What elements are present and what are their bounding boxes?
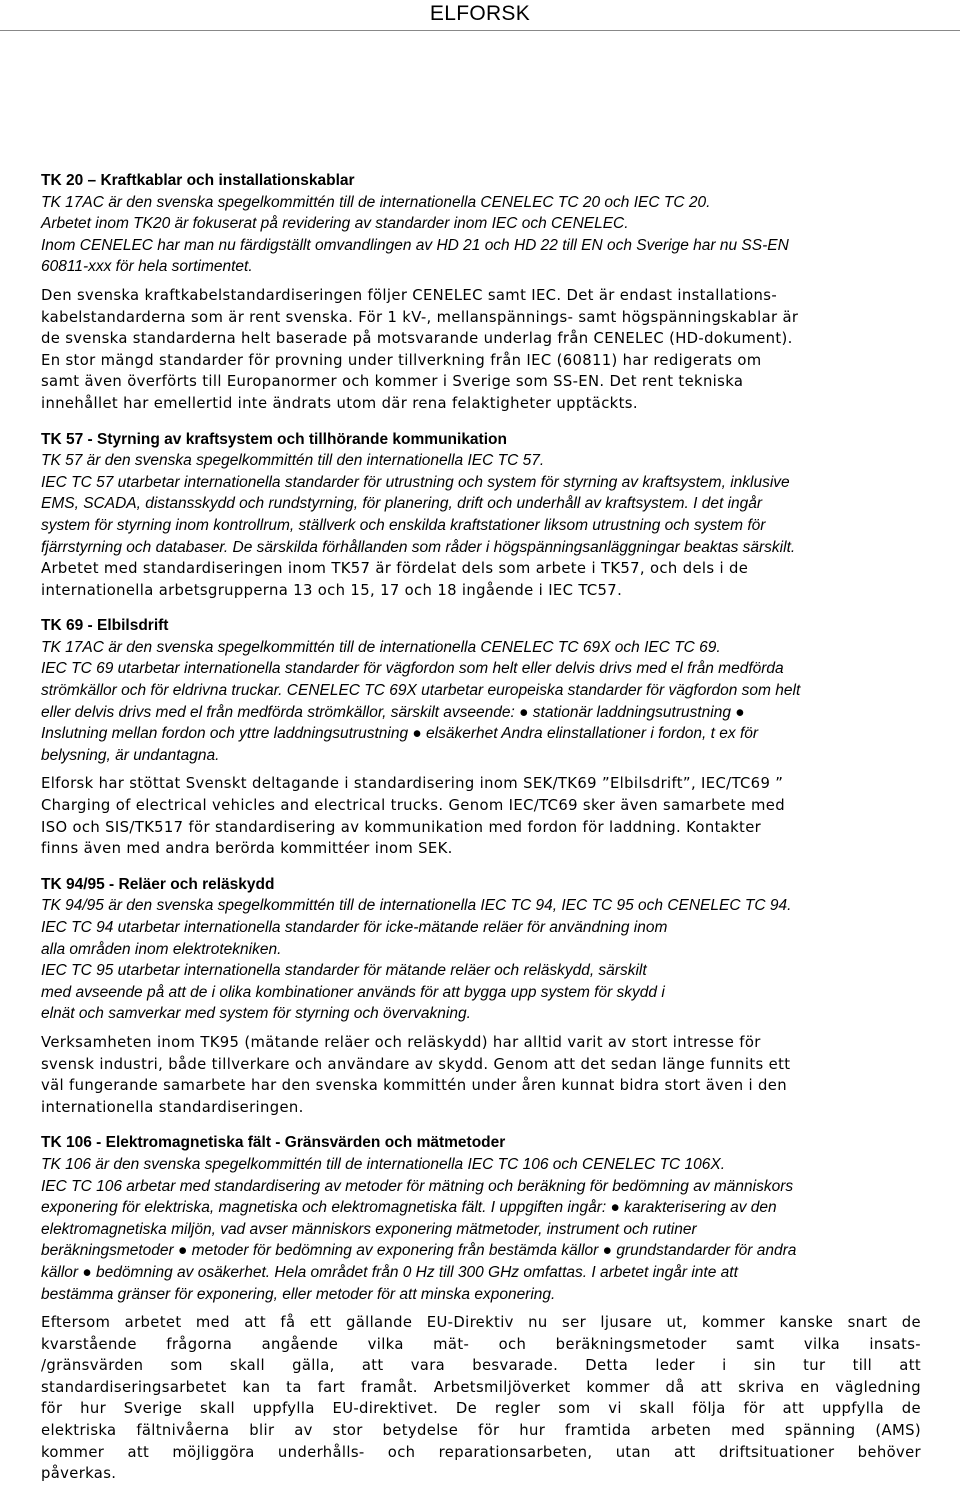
- section-heading: TK 57 - Styrning av kraftsystem och tillhörande kommunikation: [41, 430, 507, 448]
- section-heading: TK 20 – Kraftkablar och installationskablar: [41, 172, 355, 189]
- intro-line: elnät och samverkar med system för styrning och övervakning.: [41, 1005, 471, 1023]
- body-line: standardiseringsarbetet kan ta fart framåt. Arbetsmiljöverket kommer då att skriva en vägledning: [41, 1378, 921, 1396]
- intro-line: TK 57 är den svenska spegelkommittén till den internationella IEC TC 57.: [41, 452, 545, 470]
- body-line: kommer att möjliggöra underhålls- och reparationsarbeten, utan att driftsituationer behöver: [41, 1443, 921, 1461]
- header-title: ELFORSK: [429, 2, 531, 25]
- section-tk69: [41, 615, 921, 860]
- body-line: kvarstående frågorna angående vilka mät- och beräkningsmetoder samt vilka insats-: [41, 1335, 921, 1353]
- intro-line: källor ● bedömning av osäkerhet. Hela området från 0 Hz till 300 GHz omfattas. I arbetet ingår inte att: [41, 1263, 738, 1281]
- intro-line: elektromagnetiska miljön, vad avser människors exponering mätmetoder, instrument och rutiner: [41, 1220, 697, 1238]
- body-line: Charging of electrical vehicles and electrical trucks. Genom IEC/TC69 sker även samarbete med: [41, 797, 785, 815]
- section-heading: TK 69 - Elbilsdrift: [41, 617, 169, 635]
- body-line: samt även överförts till Europanormer och kommer i Sverige som SS-EN. Det rent tekniska: [41, 373, 744, 391]
- intro-line: IEC TC 95 utarbetar internationella standarder för mätande reläer och reläskydd, särskilt: [41, 962, 647, 980]
- intro-line: Inom CENELEC har man nu färdigställt omvandlingen av HD 21 och HD 22 till EN och Sverige har nu SS-EN: [41, 236, 789, 254]
- intro-line: fjärrstyrning och databaser. De särskilda förhållanden som råder i högspänningsanläggningar beaktas särskilt.: [41, 538, 796, 556]
- page-header: [0, 0, 960, 31]
- intro-line: TK 106 är den svenska spegelkommittén till de internationella IEC TC 106 och CENELEC TC 106X.: [41, 1155, 726, 1173]
- body-line: En stor mängd standarder för provning under tillverkning från IEC (60811) har redigerats om: [41, 351, 762, 369]
- body-line: ISO och SIS/TK517 för standardisering av kommunikation med fordon för laddning. Kontakter: [41, 818, 762, 836]
- intro-line: TK 17AC är den svenska spegelkommittén till de internationella CENELEC TC 20 och IEC TC 20.: [41, 193, 711, 211]
- intro-line: EMS, SCADA, distansskydd och rundstyrning, för planering, drift och underhåll av kraftsystem. I det ingår: [41, 495, 763, 513]
- intro-line: belysning, är undantagna.: [41, 746, 220, 764]
- intro-line: Inslutning mellan fordon och yttre laddningsutrustning ● elsäkerhet Andra elinstallationer i fordon, t ex för: [41, 725, 759, 743]
- intro-line: TK 17AC är den svenska spegelkommittén till de internationella CENELEC TC 69X och IEC TC 69.: [41, 638, 721, 656]
- document-body: [41, 170, 921, 1485]
- body-line: Arbetet med standardiseringen inom TK57 är fördelat dels som arbete i TK57, och dels i de: [41, 560, 749, 578]
- intro-line: system för styrning inom kontrollrum, ställverk och enskilda kraftstationer liksom utrustning och system för: [41, 516, 766, 534]
- section-tk57: [41, 429, 921, 602]
- body-line: svensk industri, både tillverkare och användare av skydd. Genom att det sedan länge funnits ett: [41, 1055, 791, 1073]
- intro-line: beräkningsmetoder ● metoder för bedömning av exponering från bestämda källor ● grundstandarder för andra: [41, 1242, 797, 1260]
- body-line: kabelstandarderna som är rent svenska. För 1 kV-, mellanspännings- samt högspänningskablar är: [41, 308, 799, 326]
- intro-line: med avseende på att de i olika kombinationer används för att bygga upp system för skydd i: [41, 983, 665, 1001]
- intro-line: eller delvis drivs med el från medförda strömkällor, särskilt avseende: ● stationär laddningsutrustning ●: [41, 703, 745, 721]
- body-line: /gränsvärden som skall gälla, att vara besvarade. Detta leder i sin tur till att: [41, 1357, 921, 1375]
- intro-line: alla områden inom elektrotekniken.: [41, 940, 282, 958]
- intro-line: IEC TC 57 utarbetar internationella standarder för utrustning och system för styrning av kraftsystem, inklusive: [41, 473, 790, 491]
- section-heading: TK 106 - Elektromagnetiska fält - Gränsvärden och mätmetoder: [41, 1134, 506, 1152]
- intro-line: IEC TC 69 utarbetar internationella standarder för vägfordon som helt eller delvis drivs med el från medförda: [41, 660, 784, 678]
- intro-line: strömkällor och för eldrivna truckar. CENELEC TC 69X utarbetar europeiska standarder för vägfordon som helt: [41, 682, 801, 700]
- intro-line: IEC TC 94 utarbetar internationella standarder för icke-mätande reläer för användning inom: [41, 919, 668, 936]
- intro-line: exponering för elektriska, magnetiska och elektromagnetiska fält. I uppgiften ingår: ● karakterisering av den: [41, 1199, 777, 1217]
- section-tk20: [41, 170, 921, 415]
- section-tk94-95: [41, 874, 921, 1119]
- section-tk106: [41, 1132, 921, 1485]
- body-line: internationella standardiseringen.: [41, 1098, 304, 1116]
- body-line: internationella arbetsgrupperna 13 och 15, 17 och 18 ingående i IEC TC57.: [41, 581, 623, 599]
- body-line: påverkas.: [41, 1465, 117, 1483]
- intro-line: bestämma gränser för exponering, eller metoder för att minska exponering.: [41, 1285, 556, 1303]
- section-heading: TK 94/95 - Reläer och reläskydd: [41, 875, 275, 893]
- body-line: elektriska fältnivåerna blir av stor betydelse för hur framtida arbeten med spänning (AMS): [41, 1422, 921, 1440]
- body-line: finns även med andra berörda kommittéer inom SEK.: [41, 840, 453, 858]
- intro-line: TK 94/95 är den svenska spegelkommittén till de internationella IEC TC 94, IEC TC 95 och CENELEC TC 94.: [41, 897, 792, 915]
- intro-line: Arbetet inom TK20 är fokuserat på revidering av standarder inom IEC och CENELEC.: [41, 215, 629, 233]
- intro-line: IEC TC 106 arbetar med standardisering av metoder för mätning och beräkning för bedömning av människors: [41, 1177, 794, 1195]
- body-line: innehållet har emellertid inte ändrats utom där rena felaktigheter upptäckts.: [41, 394, 638, 412]
- intro-line: 60811-xxx för hela sortimentet.: [41, 258, 253, 276]
- body-line: Elforsk har stöttat Svenskt deltagande i standardisering inom SEK/TK69 ”Elbilsdrift”, IEC/TC69 ”: [41, 775, 784, 793]
- body-line: Den svenska kraftkabelstandardiseringen följer CENELEC samt IEC. Det är endast installations-: [41, 286, 778, 304]
- body-line: de svenska standarderna helt baserade på motsvarande underlag från CENELEC (HD-dokument).: [41, 330, 793, 348]
- body-line: för hur Sverige skall uppfylla EU-direktivet. De regler som vi skall följa för att uppfylla de: [41, 1400, 921, 1418]
- body-line: väl fungerande samarbete har den svenska kommittén under åren kunnat bidra stort även i den: [41, 1077, 787, 1095]
- body-line: Verksamheten inom TK95 (mätande reläer och reläskydd) har alltid varit av stort intresse för: [41, 1033, 761, 1051]
- body-line: Eftersom arbetet med att få ett gällande EU-Direktiv nu ser ljusare ut, kommer kanske snart de: [41, 1314, 921, 1332]
